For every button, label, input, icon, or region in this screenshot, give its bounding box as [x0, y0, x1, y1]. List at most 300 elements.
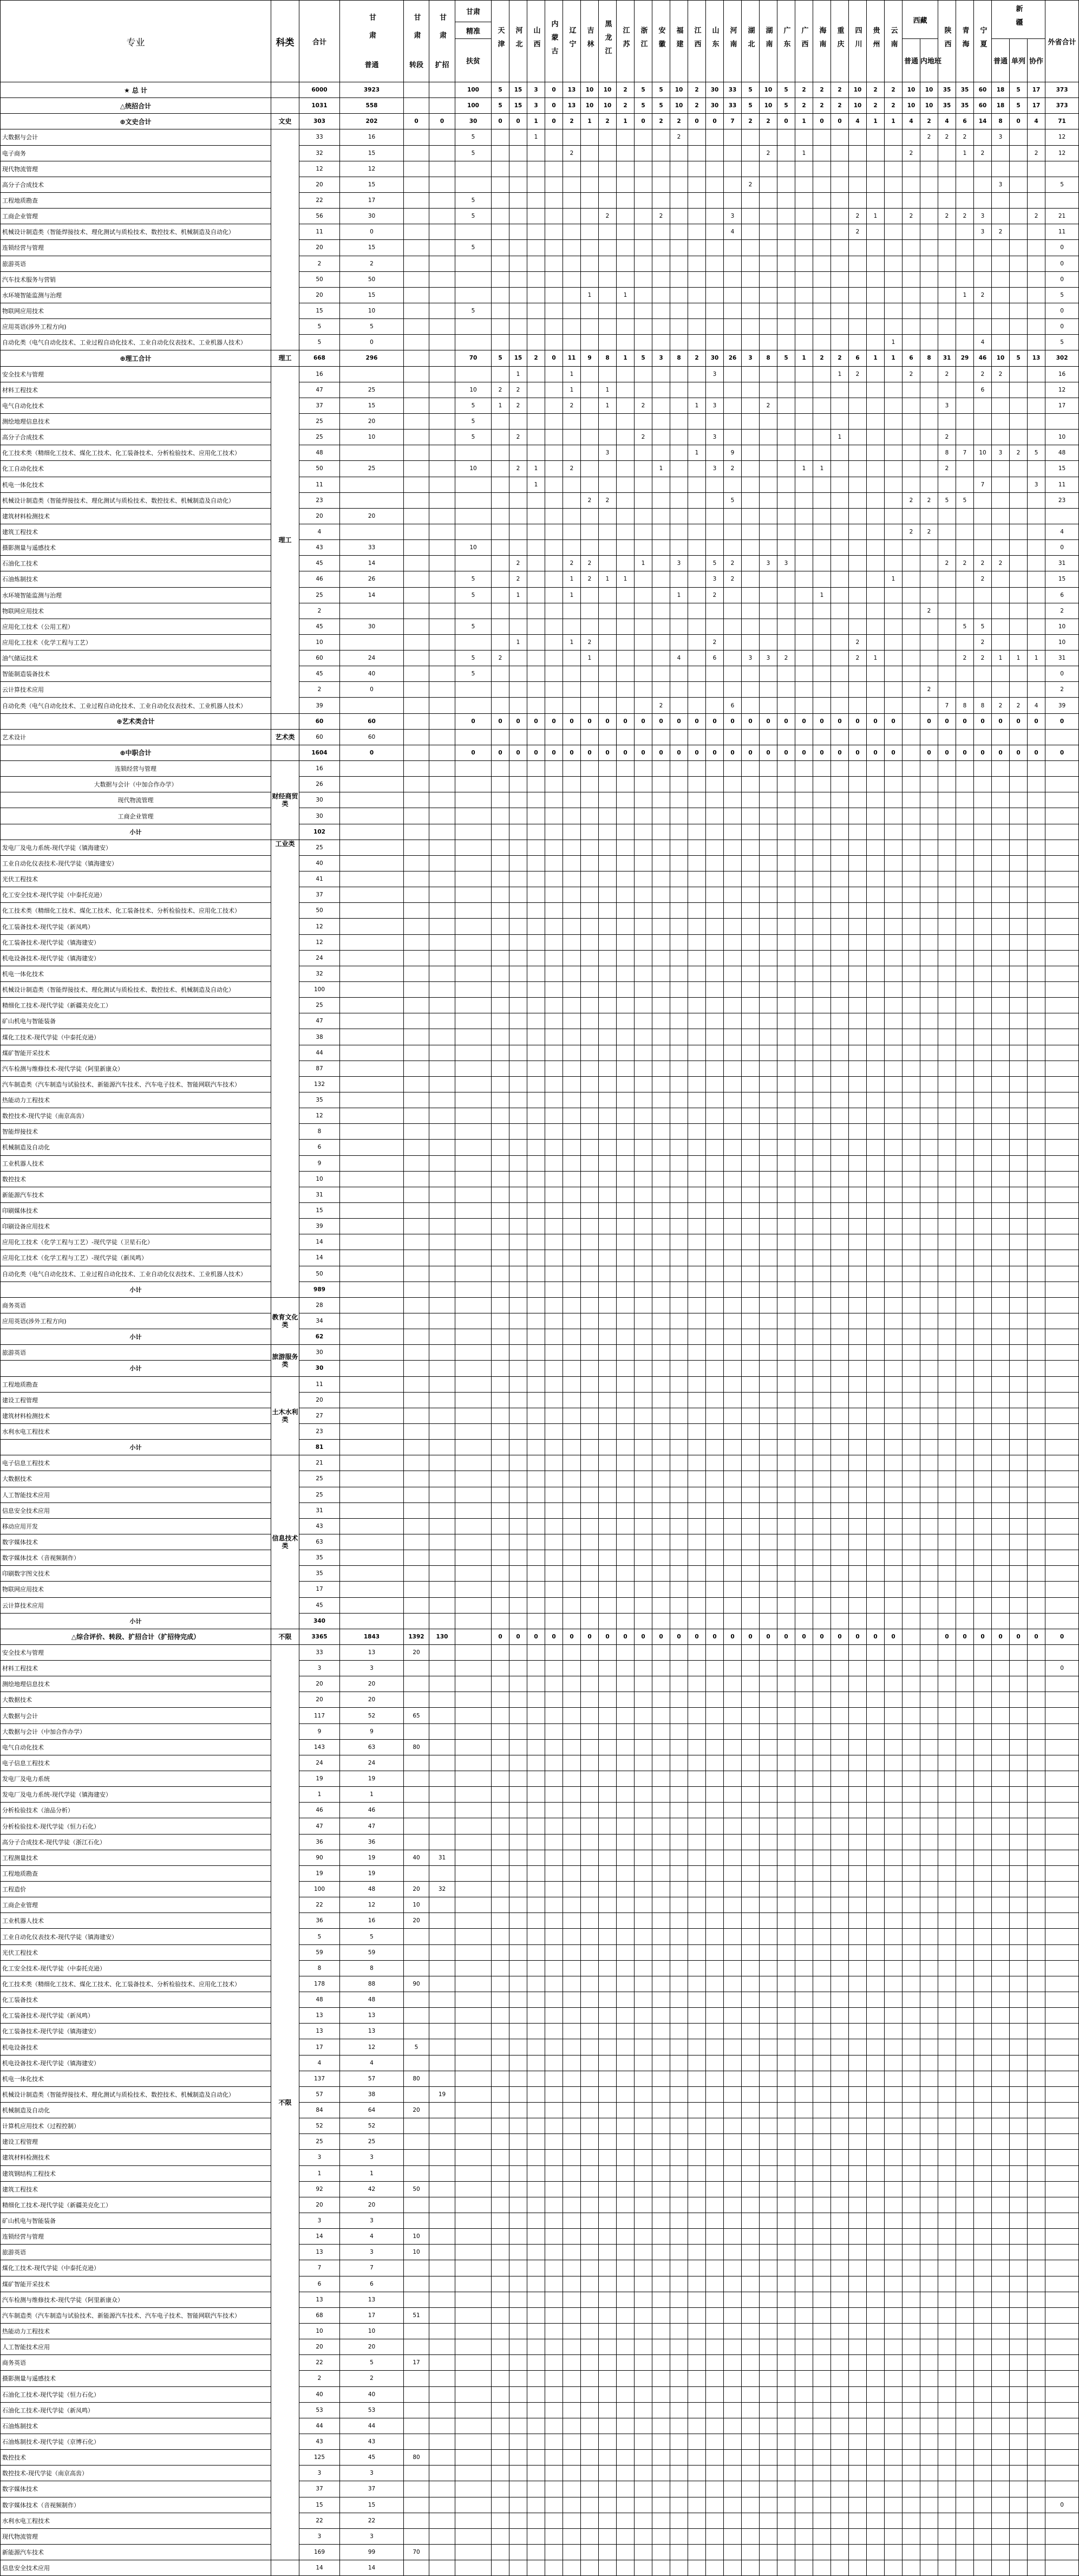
cell-ah	[652, 1440, 670, 1455]
cell-gs_pt: 15	[340, 398, 404, 413]
cell-js	[617, 1929, 635, 1944]
cell-nmg	[545, 1534, 563, 1550]
cell-nx	[974, 161, 992, 177]
cell-gz	[867, 1345, 885, 1361]
province-label: 吉林	[585, 27, 594, 54]
cell-jl	[581, 256, 599, 271]
cell-sd	[706, 1882, 724, 1897]
header-tibet-sub: 普通	[903, 39, 920, 82]
cell-sx	[527, 366, 545, 382]
cell-hun: 3	[760, 556, 777, 571]
cell-gs_pt: 20	[340, 1676, 404, 1692]
cell-cq	[831, 1502, 849, 1518]
major-name: 物联网应用技术	[1, 603, 271, 619]
cell-sx	[527, 1234, 545, 1250]
cell-tj	[492, 634, 509, 650]
cell-xzp	[903, 745, 920, 760]
cell-nx	[974, 1644, 992, 1660]
cell-tj	[492, 1376, 509, 1392]
cell-xjx	[1028, 1423, 1045, 1439]
cell-gx	[795, 319, 813, 335]
cell-xjp	[992, 1597, 1010, 1613]
cell-tj	[492, 1913, 509, 1929]
cell-fj: 3	[670, 556, 688, 571]
cell-xjp	[992, 1723, 1010, 1739]
cell-jl	[581, 1818, 599, 1834]
cell-gs_kz	[429, 1550, 455, 1566]
cell-tj: 0	[492, 713, 509, 729]
cell-nx	[974, 1803, 992, 1818]
cell-cq	[831, 1960, 849, 1976]
cell-hb	[509, 1534, 527, 1550]
cell-qh	[956, 1440, 974, 1455]
cell-hn	[724, 256, 742, 271]
cell-ws	[1045, 1550, 1079, 1566]
cell-gs_pt	[340, 887, 404, 903]
cell-jl	[581, 1029, 599, 1045]
cell-xjd: 5	[1010, 350, 1028, 366]
cell-js	[617, 1234, 635, 1250]
cell-fj	[670, 413, 688, 429]
cell-jx	[688, 808, 706, 824]
cell-xjx	[1028, 1140, 1045, 1155]
cell-xzn	[920, 556, 938, 571]
cell-gs_fp	[455, 998, 492, 1013]
cell-cq	[831, 777, 849, 792]
cell-jl	[581, 1013, 599, 1029]
cell-tj	[492, 192, 509, 208]
cell-sxi	[938, 1692, 956, 1708]
major-name: 印刷媒体技术	[1, 1202, 271, 1218]
cell-nx	[974, 1202, 992, 1218]
cell-jl	[581, 934, 599, 950]
cell-xzn	[920, 445, 938, 461]
cell-ws	[1045, 1518, 1079, 1534]
table-row	[1, 1092, 1079, 1108]
cell-gx	[795, 792, 813, 808]
cell-nx	[974, 492, 992, 508]
cell-xjx	[1028, 1171, 1045, 1187]
cell-hb	[509, 1992, 527, 2008]
cell-gs_pt	[340, 524, 404, 539]
cell-cq	[831, 1582, 849, 1597]
cell-hub	[742, 1140, 760, 1155]
cell-ws	[1045, 1234, 1079, 1250]
cell-js	[617, 792, 635, 808]
cell-hb	[509, 1739, 527, 1755]
cell-nx	[974, 1092, 992, 1108]
cell-sxi	[938, 1282, 956, 1297]
cell-sx	[527, 1250, 545, 1266]
cell-cq	[831, 398, 849, 413]
cell-ah	[652, 1455, 670, 1471]
cell-sx	[527, 1913, 545, 1929]
cell-hub	[742, 2024, 760, 2039]
cell-gs_zd	[404, 1076, 429, 1092]
cell-gz	[867, 1376, 885, 1392]
cell-zj	[635, 824, 652, 840]
cell-js	[617, 1787, 635, 1803]
cell-qh	[956, 1913, 974, 1929]
cell-nmg	[545, 1455, 563, 1471]
cell-hlj	[599, 1423, 617, 1439]
cell-fj	[670, 571, 688, 587]
cell-cq	[831, 1739, 849, 1755]
cell-xzn: 2	[920, 524, 938, 539]
cell-zj	[635, 1061, 652, 1076]
cell-ln	[563, 224, 581, 240]
cell-hn	[724, 950, 742, 966]
cell-nx	[974, 1076, 992, 1092]
table-row	[1, 1171, 1079, 1187]
cell-fj	[670, 319, 688, 335]
major-name: 应用化工技术（公用工程）	[1, 619, 271, 634]
cell-jx: 1	[688, 398, 706, 413]
cell-tj: 1	[492, 398, 509, 413]
cell-gs_kz	[429, 887, 455, 903]
cell-hub	[742, 145, 760, 161]
cell-ah	[652, 1771, 670, 1787]
cell-sc: 2	[849, 209, 867, 224]
cell-xzp	[903, 855, 920, 871]
cell-hlj	[599, 1582, 617, 1597]
cell-gs_pt: 52	[340, 1708, 404, 1723]
major-name: 机械制造及自动化	[1, 1140, 271, 1155]
cell-xzn: 0	[920, 713, 938, 729]
cell-sxi	[938, 1029, 956, 1045]
cell-xzp	[903, 303, 920, 318]
cell-hun	[760, 129, 777, 145]
cell-hn	[724, 1061, 742, 1076]
cell-sxi	[938, 1582, 956, 1597]
cell-qh	[956, 1597, 974, 1613]
cell-yn: 0	[885, 745, 903, 760]
cell-zj	[635, 1108, 652, 1124]
cell-nx	[974, 1929, 992, 1944]
cell-sc	[849, 571, 867, 587]
cell-sc: 10	[849, 98, 867, 114]
cell-gs_zd	[404, 1661, 429, 1676]
cell-nx: 14	[974, 114, 992, 129]
cell-sxi	[938, 1250, 956, 1266]
cell-jl	[581, 761, 599, 777]
cell-zj	[635, 1361, 652, 1376]
cell-jx	[688, 145, 706, 161]
cell-gs_zd	[404, 587, 429, 603]
cell-cq	[831, 209, 849, 224]
cell-total: 4	[299, 2055, 340, 2071]
cell-total: 39	[299, 1219, 340, 1234]
cell-fj	[670, 840, 688, 855]
cell-xzn	[920, 619, 938, 634]
cell-gx	[795, 382, 813, 398]
cell-qh	[956, 934, 974, 950]
cell-tj	[492, 1297, 509, 1313]
cell-gs_pt	[340, 1013, 404, 1029]
cell-xjd	[1010, 366, 1028, 382]
cell-xjp	[992, 603, 1010, 619]
cell-gs_pt: 20	[340, 1692, 404, 1708]
cell-hun	[760, 413, 777, 429]
header-province	[956, 1, 974, 82]
cell-total: 340	[299, 1613, 340, 1629]
cell-hun	[760, 240, 777, 256]
cell-jl	[581, 1455, 599, 1471]
cell-cq	[831, 1944, 849, 1960]
cell-ws	[1045, 1502, 1079, 1518]
cell-jx	[688, 966, 706, 981]
cell-sc	[849, 1597, 867, 1613]
table-row	[1, 240, 1079, 256]
cell-nmg	[545, 161, 563, 177]
cell-ws	[1045, 1266, 1079, 1282]
cell-xjx	[1028, 224, 1045, 240]
cell-tj	[492, 556, 509, 571]
cell-cq: 2	[831, 98, 849, 114]
cell-js	[617, 1755, 635, 1771]
cell-ws	[1045, 413, 1079, 429]
cell-yn	[885, 1676, 903, 1692]
cell-nmg: 0	[545, 713, 563, 729]
cell-nx	[974, 177, 992, 192]
cell-xjp	[992, 1992, 1010, 2008]
cell-total: 35	[299, 1550, 340, 1566]
cell-nmg	[545, 1582, 563, 1597]
cell-total: 30	[299, 808, 340, 824]
cell-nmg	[545, 1929, 563, 1944]
cell-gs_zd	[404, 698, 429, 713]
cell-sd	[706, 966, 724, 981]
table-row	[1, 1913, 1079, 1929]
cell-tj	[492, 1440, 509, 1455]
cell-gd	[777, 903, 795, 919]
cell-gs_zd	[404, 840, 429, 855]
cell-hb	[509, 1392, 527, 1408]
cell-ws	[1045, 1171, 1079, 1187]
cell-nmg	[545, 256, 563, 271]
table-row	[1, 224, 1079, 240]
cell-nmg	[545, 1613, 563, 1629]
cell-gs_pt	[340, 1487, 404, 1502]
cell-zj	[635, 524, 652, 539]
cell-xjp	[992, 1502, 1010, 1518]
cell-fj	[670, 1202, 688, 1218]
cell-sxi	[938, 256, 956, 271]
cell-tj	[492, 1897, 509, 1913]
cell-fj	[670, 982, 688, 998]
cell-sc	[849, 1613, 867, 1629]
cell-fj	[670, 1676, 688, 1692]
cell-js	[617, 224, 635, 240]
cell-sc	[849, 1282, 867, 1297]
cell-xzn	[920, 1913, 938, 1929]
cell-gs_zd	[404, 713, 429, 729]
cell-total: 37	[299, 398, 340, 413]
cell-jx: 1	[688, 445, 706, 461]
cell-gs_fp: 5	[455, 145, 492, 161]
cell-sc	[849, 1803, 867, 1818]
cell-hub	[742, 430, 760, 445]
cell-fj	[670, 1755, 688, 1771]
cell-ln	[563, 1423, 581, 1439]
cell-gs_kz	[429, 1361, 455, 1376]
cell-jl	[581, 1076, 599, 1092]
cell-zj	[635, 1423, 652, 1439]
cell-yn	[885, 1455, 903, 1471]
cell-xjp	[992, 919, 1010, 934]
cell-gs_fp: 5	[455, 413, 492, 429]
cell-jl: 1	[581, 287, 599, 303]
cell-nx	[974, 1234, 992, 1250]
cell-xjp	[992, 777, 1010, 792]
cell-gx	[795, 634, 813, 650]
cell-gd	[777, 1818, 795, 1834]
cell-gs_kz	[429, 177, 455, 192]
cell-xjx	[1028, 1440, 1045, 1455]
cell-sxi	[938, 335, 956, 350]
cell-xjd	[1010, 413, 1028, 429]
cell-hn	[724, 619, 742, 634]
cell-gs_kz	[429, 571, 455, 587]
cell-hain: 1	[813, 587, 831, 603]
cell-hb: 2	[509, 571, 527, 587]
cell-ws	[1045, 1076, 1079, 1092]
cell-cq	[831, 540, 849, 556]
cell-gs_zd	[404, 619, 429, 634]
cell-hain	[813, 1282, 831, 1297]
cell-hlj	[599, 603, 617, 619]
cell-hn	[724, 634, 742, 650]
cell-yn	[885, 950, 903, 966]
cell-cq	[831, 319, 849, 335]
cell-qh	[956, 398, 974, 413]
cell-hn	[724, 887, 742, 903]
cell-hn	[724, 1282, 742, 1297]
cell-sc	[849, 161, 867, 177]
cell-xjp: 8	[992, 114, 1010, 129]
cell-sc	[849, 1582, 867, 1597]
cell-ln	[563, 1739, 581, 1755]
major-name: 旅游英语	[1, 256, 271, 271]
table-row	[1, 1976, 1079, 1992]
cell-gs_zd	[404, 2055, 429, 2071]
cell-hlj	[599, 1739, 617, 1755]
cell-gx	[795, 1376, 813, 1392]
cell-hain	[813, 524, 831, 539]
cell-hlj: 0	[599, 1629, 617, 1644]
cell-hun	[760, 1282, 777, 1297]
cell-ah	[652, 1345, 670, 1361]
cell-fj	[670, 1566, 688, 1582]
cell-zj	[635, 1913, 652, 1929]
cell-xzn	[920, 1250, 938, 1266]
cell-qh	[956, 1250, 974, 1266]
cell-hb	[509, 1329, 527, 1345]
cell-qh	[956, 1408, 974, 1423]
cell-gs_kz	[429, 145, 455, 161]
cell-xzp	[903, 713, 920, 729]
cell-hn	[724, 1234, 742, 1250]
cell-jl	[581, 1550, 599, 1566]
cell-sd	[706, 698, 724, 713]
cell-jl	[581, 540, 599, 556]
cell-hn	[724, 1913, 742, 1929]
cell-sc	[849, 1013, 867, 1029]
cell-xzp	[903, 966, 920, 981]
cell-hn: 3	[724, 209, 742, 224]
cell-jl	[581, 919, 599, 934]
cell-gs_pt: 15	[340, 240, 404, 256]
cell-ws	[1045, 1818, 1079, 1834]
cell-zj	[635, 1092, 652, 1108]
cell-nmg	[545, 1739, 563, 1755]
cell-ws	[1045, 1613, 1079, 1629]
cell-xjd	[1010, 1202, 1028, 1218]
cell-cq	[831, 1108, 849, 1124]
table-row	[1, 1029, 1079, 1045]
cell-hn	[724, 1897, 742, 1913]
cell-gd	[777, 1408, 795, 1423]
cell-gs_kz	[429, 1976, 455, 1992]
cell-gs_zd: 10	[404, 1897, 429, 1913]
cell-xjp	[992, 209, 1010, 224]
cell-nx	[974, 1313, 992, 1329]
table-row	[1, 903, 1079, 919]
cell-hlj	[599, 619, 617, 634]
cell-sx	[527, 1929, 545, 1944]
cell-xjd	[1010, 1566, 1028, 1582]
cell-jx	[688, 382, 706, 398]
cell-hub	[742, 1187, 760, 1202]
cell-tj	[492, 950, 509, 966]
cell-jx	[688, 1313, 706, 1329]
cell-qh	[956, 571, 974, 587]
cell-sx	[527, 950, 545, 966]
cell-nx: 0	[974, 1629, 992, 1644]
cell-total: 20	[299, 1692, 340, 1708]
cell-total: 50	[299, 1266, 340, 1282]
cell-nmg	[545, 1361, 563, 1376]
cell-xjp	[992, 1345, 1010, 1361]
cell-sd	[706, 761, 724, 777]
cell-xjd	[1010, 1803, 1028, 1818]
cell-hlj	[599, 1882, 617, 1897]
cell-gs_fp	[455, 1502, 492, 1518]
cell-sd	[706, 209, 724, 224]
cell-xjd	[1010, 666, 1028, 682]
cell-gs_fp	[455, 634, 492, 650]
table-row	[1, 1202, 1079, 1218]
cell-total: 25	[299, 1471, 340, 1487]
table-row	[1, 934, 1079, 950]
cell-gz: 1	[867, 650, 885, 666]
cell-tj	[492, 1408, 509, 1423]
cell-hub	[742, 1771, 760, 1787]
cell-xzp	[903, 950, 920, 966]
cell-hain	[813, 1518, 831, 1534]
cell-tj	[492, 1061, 509, 1076]
cell-hn	[724, 1771, 742, 1787]
cell-sd	[706, 224, 724, 240]
cell-xjx	[1028, 1155, 1045, 1171]
cell-total: 63	[299, 1534, 340, 1550]
cell-xjd: 0	[1010, 114, 1028, 129]
major-name: 光伏工程技术	[1, 1944, 271, 1960]
cell-gz	[867, 1976, 885, 1992]
cell-sd	[706, 1502, 724, 1518]
cell-gs_zd	[404, 1329, 429, 1345]
cell-ln	[563, 1266, 581, 1282]
